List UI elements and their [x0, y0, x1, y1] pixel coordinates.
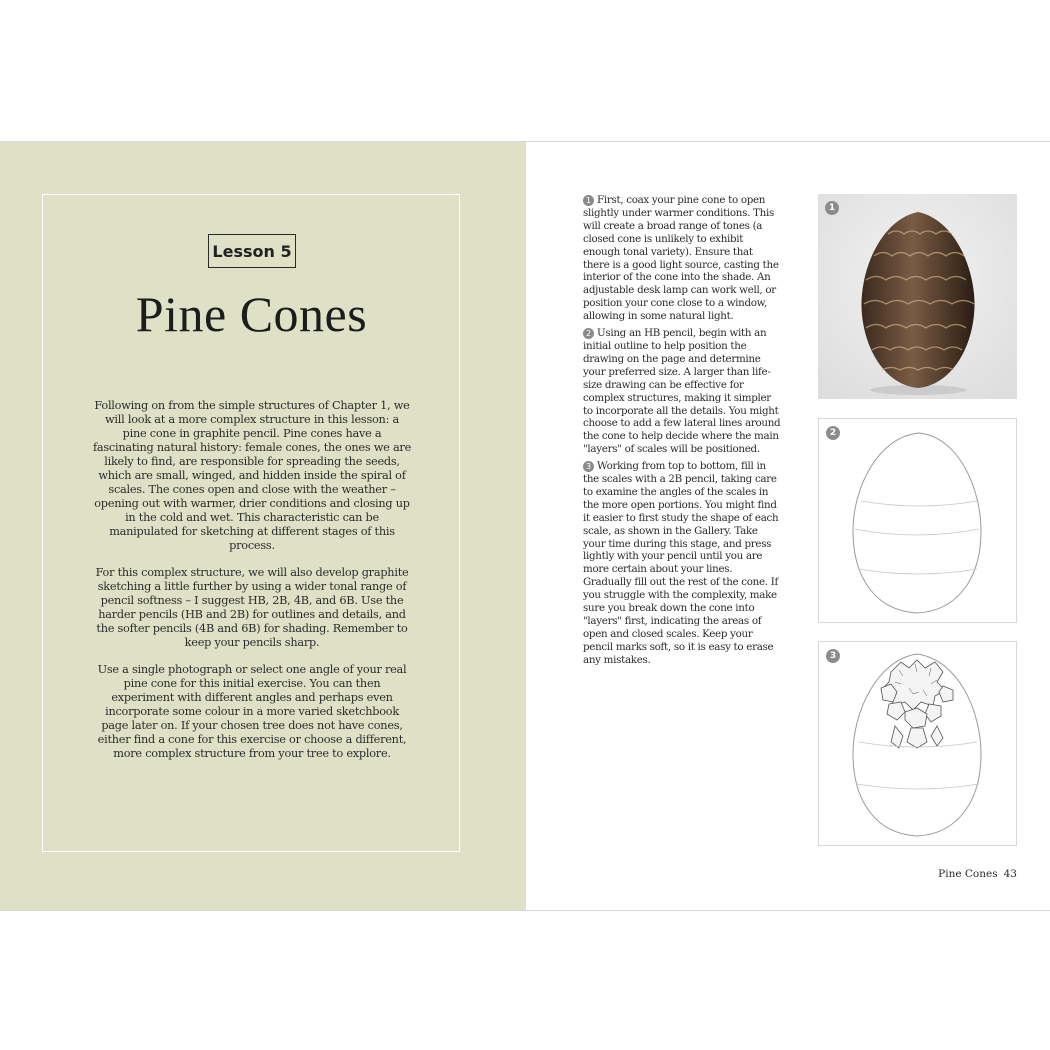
figure-badge-3: 3: [826, 649, 840, 663]
step-1-text: First, coax your pine cone to open slightly under warmer conditions. This will create a broad range of tones (a closed cone is unlikely to exhibit enough tonal variety). Ensure that there is a good light source, casting the interior of the cone into the shade. An adjustable desk lamp can work well, or position your cone close to a window, allowing in some natural light.: [583, 194, 779, 323]
page-number: 43: [1003, 868, 1017, 880]
pine-cone-photo: [818, 194, 1017, 399]
intro-paragraph: Following on from the simple structures of Chapter 1, we will look at a more complex structure in this lesson: a pine cone in graphite pencil. Pine cones have a fascinating natural history: female cones, the ones we are likely to find, are responsible for spreading the seeds, which are small, winged, and hidden inside the spiral of scales. The cones open and close with the weather – opening out with warmer, drier conditions and closing up in the cold and wet. This characteristic can be manipulated for sketching at different stages of this process.: [92, 399, 412, 552]
pine-cone-photo-illustration: [818, 194, 1017, 399]
intro-text: [92, 399, 412, 774]
outline-sketch: [818, 418, 1017, 623]
running-title: Pine Cones: [938, 868, 998, 880]
step-3-text: Working from top to bottom, fill in the scales with a 2B pencil, taking care to examine the angles of the scales in the more open portions. You might find it easier to first study the shape of each scale, as shown in the Gallery. Take your time during this stage, and press lightly with your pencil until you are more certain about your lines. Gradually fill out the rest of the cone. If you struggle with the complexity, make sure you break down the cone into "layers" first, indicating the areas of open and closed scales. Keep your pencil marks soft, so it is easy to erase any mistakes.: [583, 460, 779, 666]
step-1: [583, 194, 781, 323]
lesson-badge: Lesson 5: [208, 234, 296, 268]
intro-paragraph: For this complex structure, we will also develop graphite sketching a little further by using a wider tonal range of pencil softness – I suggest HB, 2B, 4B, and 6B. Use the harder pencils (HB and 2B) for outlines and details, and the softer pencils (4B and 6B) for shading. Remember to keep your pencils sharp.: [95, 566, 409, 649]
step-3: [583, 460, 781, 667]
scales-sketch-illustration: [819, 642, 1016, 845]
step-2: [583, 327, 781, 456]
left-page: [0, 142, 526, 910]
outline-sketch-illustration: [819, 419, 1016, 622]
page-title: Pine Cones: [135, 286, 368, 342]
figure-badge-2: 2: [826, 426, 840, 440]
step-2-text: Using an HB pencil, begin with an initial outline to help position the drawing on the page and determine your preferred size. A larger than life-size drawing can be effective for complex structures, making it simpler to incorporate all the details. You might choose to add a few lateral lines around the cone to help decide where the main "layers" of scales will be positioned.: [583, 327, 781, 456]
figure-badge-1: 1: [825, 201, 839, 215]
scales-sketch: [818, 641, 1017, 846]
book-spread: [0, 141, 1050, 911]
step-number-2: 2: [583, 328, 594, 339]
step-instructions: [583, 194, 781, 671]
step-number-1: 1: [583, 195, 594, 206]
page-footer: [935, 868, 1017, 880]
intro-paragraph: Use a single photograph or select one angle of your real pine cone for this initial exercise. You can then experiment with different angles and perhaps even incorporate some colour in a more varied sketchbook page later on. If your chosen tree does not have cones, either find a cone for this exercise or choose a different, more complex structure from your tree to explore.: [97, 663, 407, 760]
step-number-3: 3: [583, 461, 594, 472]
